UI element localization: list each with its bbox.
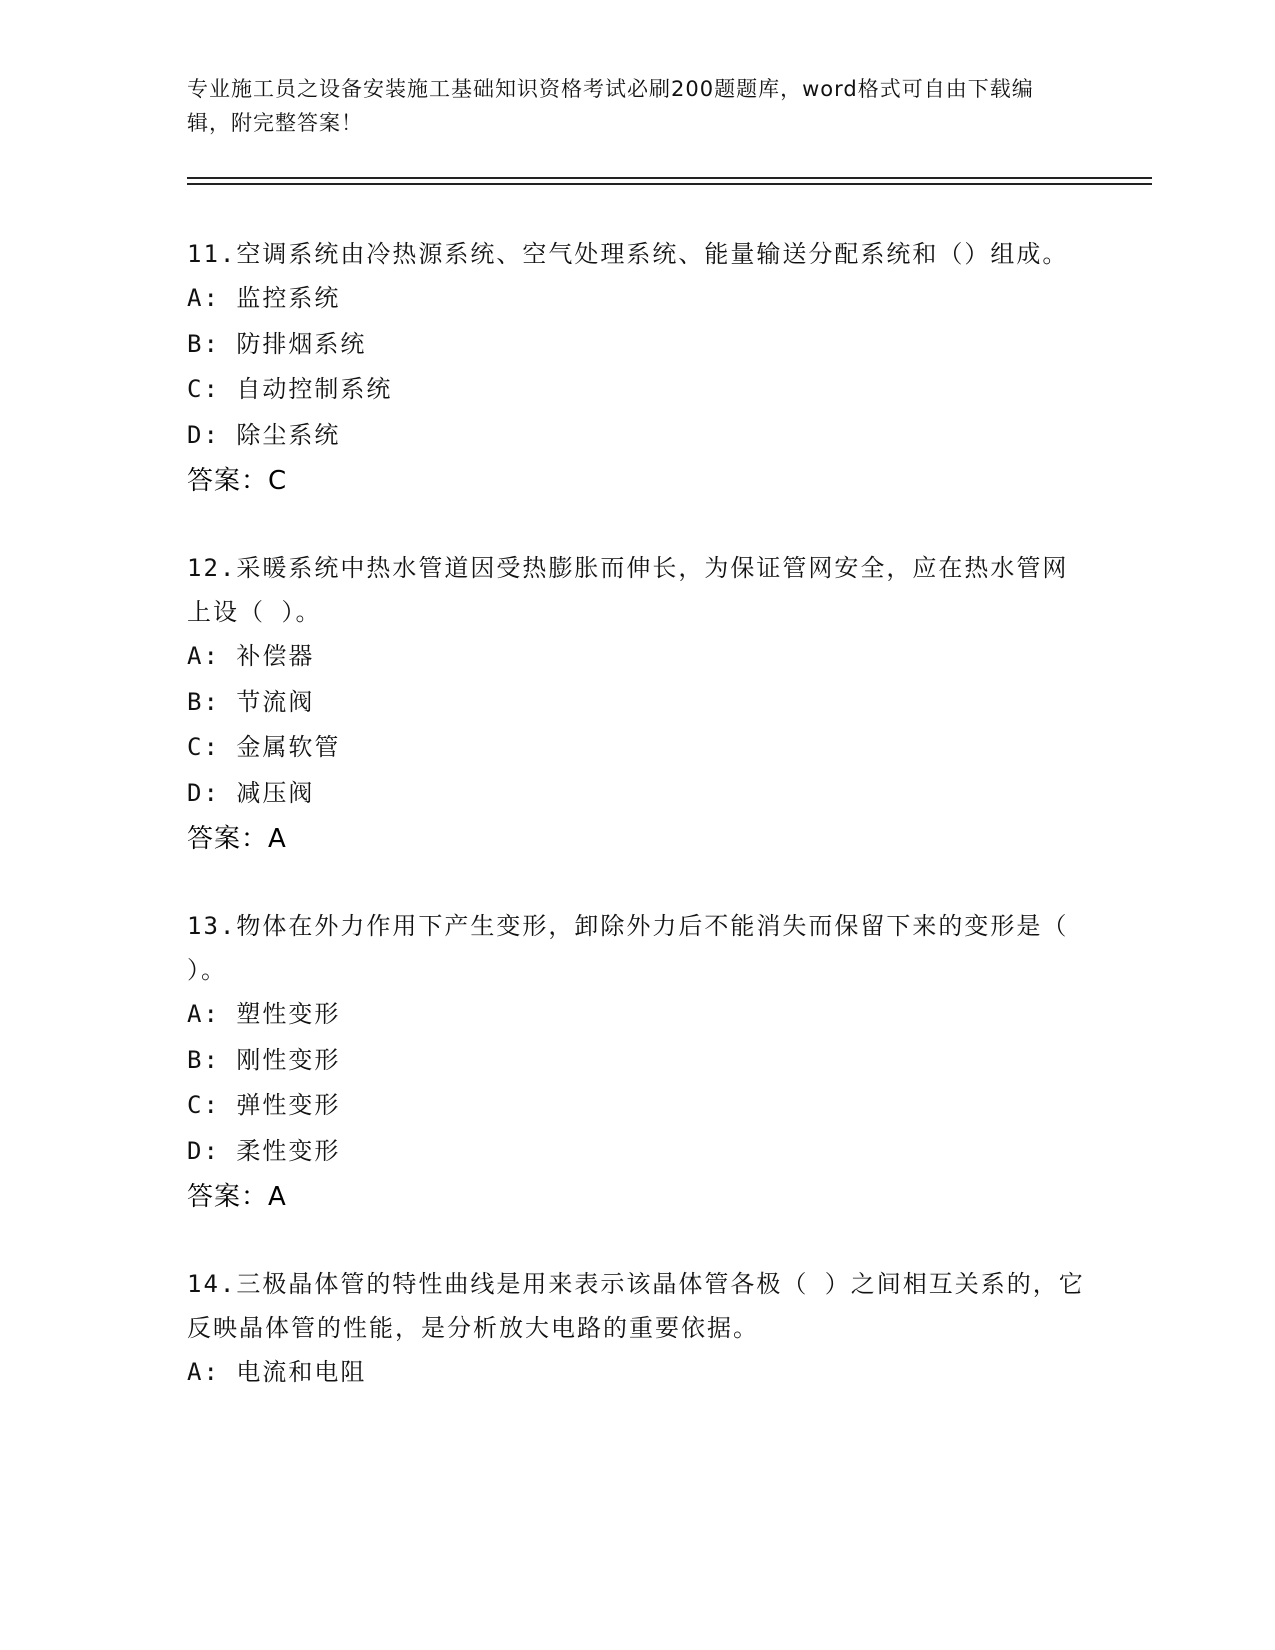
option-a: A: 监控系统 [187,284,341,312]
question-list [187,232,1087,1438]
option-d: D: 柔性变形 [187,1136,341,1165]
option-b: B: 防排烟系统 [187,329,367,358]
option-c: C: 自动控制系统 [187,375,393,403]
question-stem: 14.三极晶体管的特性曲线是用来表示该晶体管各极（ ）之间相互关系的，它反映晶体管的性能，是分析放大电路的重要依据。 [187,1270,1085,1342]
option-a: A: 补偿器 [187,642,315,670]
option-d: D: 除尘系统 [187,420,341,449]
header-text: 专业施工员之设备安装施工基础知识资格考试必刷200题题库，word格式可自由下载编辑，附完整答案！ [187,77,1034,135]
header-divider-bottom [187,183,1152,185]
question-13 [187,904,1087,1220]
header-divider-top [187,177,1152,179]
question-stem: 11.空调系统由冷热源系统、空气处理系统、能量输送分配系统和（）组成。 [187,240,1069,268]
option-d: D: 减压阀 [187,778,315,807]
option-a: A: 塑性变形 [187,1000,341,1028]
answer: 答案：C [187,466,288,496]
question-11 [187,232,1087,504]
option-c: C: 弹性变形 [187,1091,341,1119]
document-header [187,72,1067,140]
question-12 [187,546,1087,862]
option-c: C: 金属软管 [187,733,341,761]
option-b: B: 刚性变形 [187,1045,341,1074]
answer: 答案：A [187,1182,287,1212]
option-a: A: 电流和电阻 [187,1358,367,1386]
option-b: B: 节流阀 [187,687,315,716]
answer: 答案：A [187,824,287,854]
question-stem: 13.物体在外力作用下产生变形，卸除外力后不能消失而保留下来的变形是（ ）。 [187,912,1069,984]
question-stem: 12.采暖系统中热水管道因受热膨胀而伸长，为保证管网安全，应在热水管网上设（ ）。 [187,554,1069,626]
question-14 [187,1262,1087,1396]
